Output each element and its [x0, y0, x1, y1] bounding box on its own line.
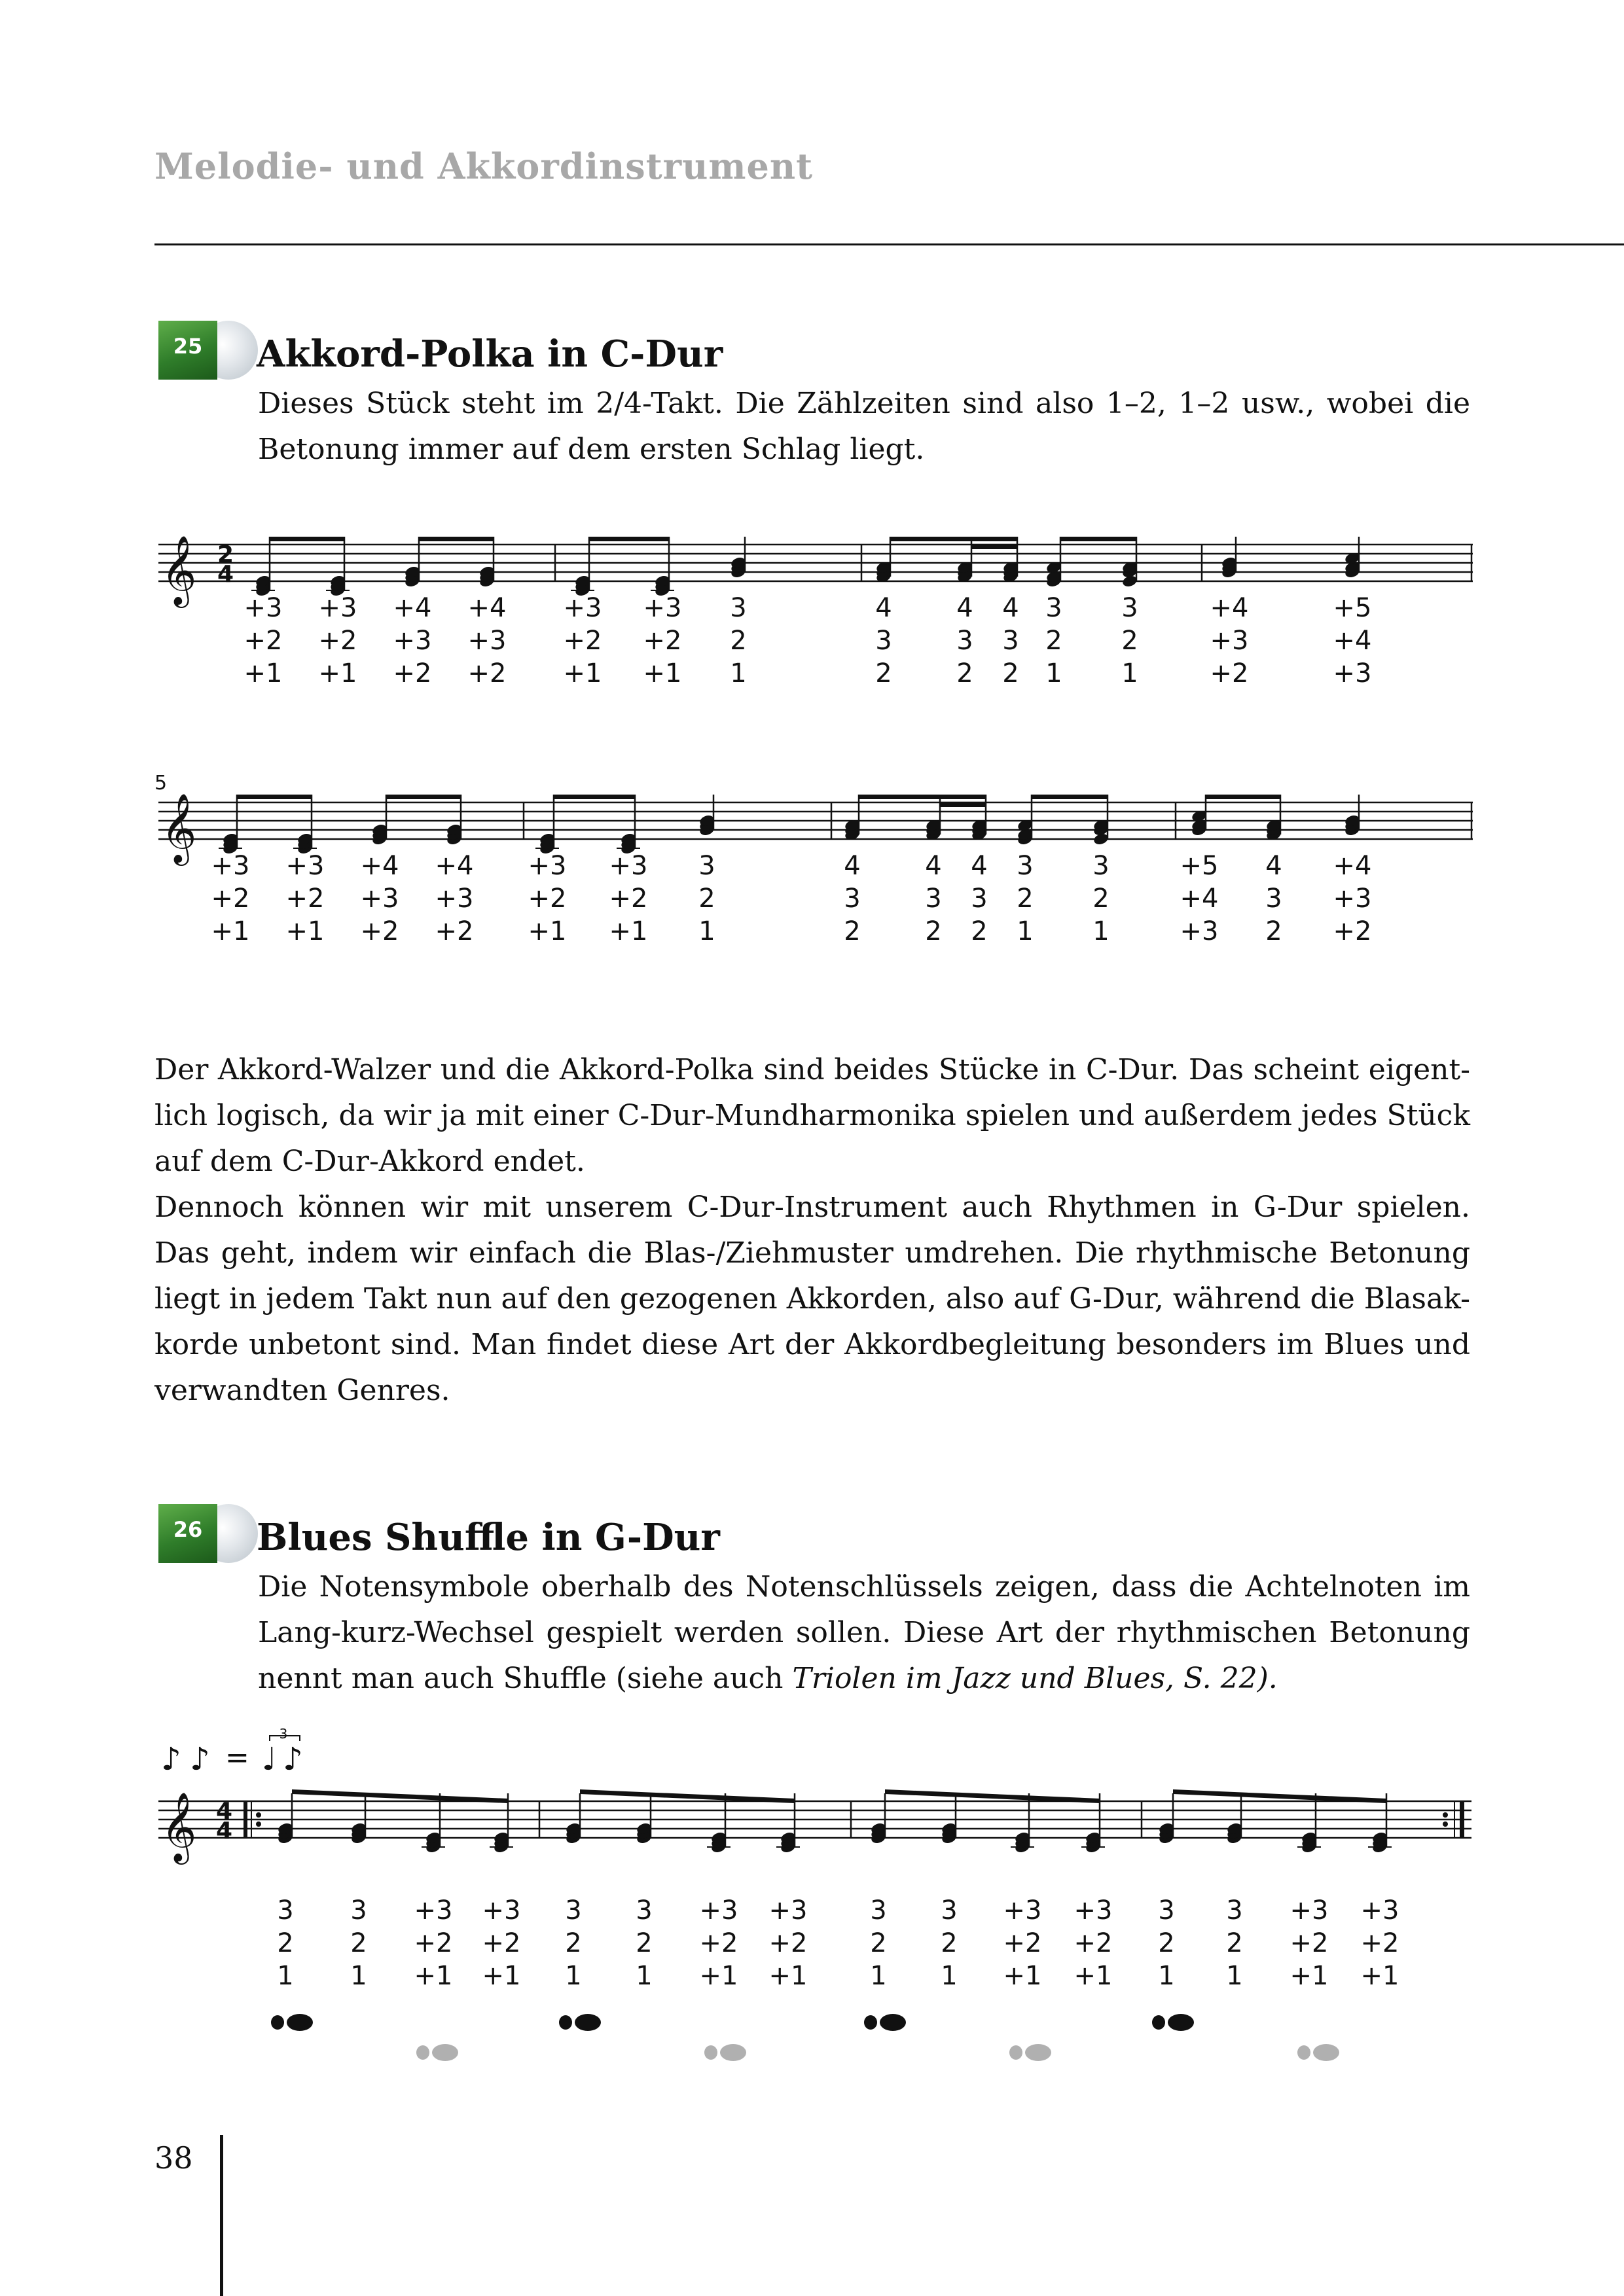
beam [589, 537, 669, 541]
tab-number: +2 [414, 1928, 453, 1958]
tab-number: +1 [643, 658, 682, 689]
tab-number: 1 [1226, 1961, 1243, 1991]
beam [554, 795, 635, 799]
tab-number: +1 [563, 658, 602, 689]
tab-number: +2 [643, 626, 682, 656]
tab-number: 4 [971, 851, 988, 881]
tab-number: 2 [941, 1928, 958, 1958]
tab-number: +2 [1074, 1928, 1113, 1958]
heel [1152, 2015, 1165, 2030]
tab-number: +2 [699, 1928, 738, 1958]
text-line: verwandten Genres. [154, 1374, 450, 1407]
tab-number: +3 [211, 851, 250, 881]
text-line: Lang-kurz-Wechsel gespielt werden sollen. Diese Art der rhythmischen Betonung [258, 1616, 1470, 1649]
tab-number: +2 [482, 1928, 521, 1958]
tab-number: +3 [1290, 1895, 1329, 1926]
text-line: Das geht, indem wir einfach die Blas-/Ziehmuster umdrehen. Die rhythmische Betonung [154, 1236, 1470, 1270]
tab-number: +2 [609, 884, 648, 914]
tab-number: 2 [1017, 884, 1034, 914]
tab-number: +1 [609, 916, 648, 946]
beam [971, 545, 1017, 549]
tab-number: +3 [482, 1895, 521, 1926]
tab-number: 3 [1017, 851, 1034, 881]
tab-number: +4 [1180, 884, 1219, 914]
repeat-dot [1443, 1812, 1448, 1818]
page-margin-bar [220, 2135, 223, 2296]
track-number: 25 [158, 321, 217, 380]
tab-number: +3 [699, 1895, 738, 1926]
tab-number: 2 [1226, 1928, 1243, 1958]
text-line: lich logisch, da wir ja mit einer C-Dur-Mundharmonika spielen und außerdem jedes Stück [154, 1099, 1470, 1132]
tab-number: +3 [393, 626, 432, 656]
heel [1297, 2045, 1310, 2060]
tab-number: 2 [698, 884, 715, 914]
beam [1060, 537, 1136, 541]
tab-number: 3 [844, 884, 861, 914]
tab-number: 1 [277, 1961, 294, 1991]
repeat-dot [256, 1821, 261, 1827]
tab-number: +3 [414, 1895, 453, 1926]
heel [559, 2015, 572, 2030]
eighth-note-icon: ♪ [283, 1741, 303, 1778]
page-number: 38 [154, 2140, 193, 2176]
tab-number: 1 [698, 916, 715, 946]
tab-number: 4 [844, 851, 861, 881]
tab-number: +1 [1290, 1961, 1329, 1991]
tab-number: +4 [435, 851, 474, 881]
sole [720, 2044, 746, 2061]
footprint-weak-icon [416, 2044, 458, 2061]
tab-number: +2 [244, 626, 283, 656]
tab-number: +2 [467, 658, 507, 689]
tab-number: +4 [1210, 593, 1249, 623]
tab-number: 2 [730, 626, 747, 656]
beam [237, 795, 312, 799]
heel [271, 2015, 284, 2030]
tab-number: 4 [925, 851, 942, 881]
tab-number: +3 [285, 851, 325, 881]
tab-number: +2 [1333, 916, 1372, 946]
tab-number: 3 [875, 626, 892, 656]
tab-number: +1 [318, 658, 357, 689]
tab-number: 3 [941, 1895, 958, 1926]
tab-number: 3 [1226, 1895, 1243, 1926]
tab-number: +4 [1333, 851, 1372, 881]
tab-number: +4 [1333, 626, 1372, 656]
tab-number: +1 [482, 1961, 521, 1991]
tab-number: +3 [467, 626, 507, 656]
section-title-shuffle: Blues Shuffle in G-Dur [257, 1516, 720, 1559]
tab-number: 2 [1121, 626, 1138, 656]
beam [859, 795, 986, 799]
eighth-note-icon: ♪ [161, 1741, 181, 1778]
footprint-weak-icon [1297, 2044, 1339, 2061]
tab-number: 2 [870, 1928, 887, 1958]
tab-number: +4 [360, 851, 399, 881]
tab-number: +1 [528, 916, 567, 946]
score-polka-row1 [158, 535, 1473, 689]
tab-number: 3 [730, 593, 747, 623]
tab-number: +2 [360, 916, 399, 946]
section-title-polka: Akkord-Polka in C-Dur [257, 332, 723, 376]
tab-number: 1 [1092, 916, 1110, 946]
tab-number: +2 [528, 884, 567, 914]
beam [890, 537, 1017, 541]
tab-number: +2 [1360, 1928, 1399, 1958]
tab-number: +2 [285, 884, 325, 914]
tab-number: 3 [1045, 593, 1062, 623]
time-signature-bottom: 4 [217, 561, 234, 588]
tab-number: +3 [435, 884, 474, 914]
time-signature-bottom: 4 [216, 1818, 233, 1844]
tab-number: 2 [875, 658, 892, 689]
tab-number: +3 [643, 593, 682, 623]
tab-number: 3 [925, 884, 942, 914]
tab-number: +3 [1180, 916, 1219, 946]
footprint-accent-icon [1152, 2014, 1194, 2031]
footprint-accent-icon [271, 2014, 313, 2031]
tab-number: 3 [698, 851, 715, 881]
tab-number: 1 [1158, 1961, 1175, 1991]
tab-number: 2 [1158, 1928, 1175, 1958]
heel [864, 2015, 877, 2030]
tab-number: +3 [360, 884, 399, 914]
quarter-note-icon: ♩ [262, 1741, 277, 1778]
triplet-mark: 3 [279, 1726, 288, 1742]
text-line: Der Akkord-Walzer und die Akkord-Polka sind beides Stücke in C-Dur. Das scheint eigent- [154, 1053, 1470, 1086]
tab-number: +3 [528, 851, 567, 881]
tab-number: 3 [565, 1895, 582, 1926]
sole [287, 2014, 313, 2031]
sole [1025, 2044, 1051, 2061]
text-line: auf dem C-Dur-Akkord endet. [154, 1145, 585, 1178]
tab-number: 3 [1002, 626, 1019, 656]
tab-number: +4 [467, 593, 507, 623]
tab-number: 3 [1158, 1895, 1175, 1926]
tab-number: 4 [1265, 851, 1282, 881]
tab-number: 3 [1092, 851, 1110, 881]
tab-number: 1 [1017, 916, 1034, 946]
tab-number: +2 [435, 916, 474, 946]
tab-number: +2 [211, 884, 250, 914]
tab-number: 3 [1265, 884, 1282, 914]
tab-number: +3 [609, 851, 648, 881]
tab-number: +3 [1210, 626, 1249, 656]
tab-number: 2 [925, 916, 942, 946]
swing-equals: = [225, 1741, 249, 1774]
tab-number: 2 [636, 1928, 653, 1958]
text-run-italic: Triolen im Jazz und Blues, S. 22). [792, 1662, 1278, 1695]
tab-number: +1 [244, 658, 283, 689]
track-number: 26 [158, 1504, 217, 1563]
tab-number: +2 [768, 1928, 808, 1958]
tab-number: +1 [211, 916, 250, 946]
text-line: Betonung immer auf dem ersten Schlag liegt. [258, 433, 925, 466]
tab-number: +1 [1074, 1961, 1113, 1991]
treble-clef: 𝄞 [161, 1791, 197, 1861]
tab-number: +3 [768, 1895, 808, 1926]
tab-number: +1 [1003, 1961, 1042, 1991]
score-polka-row2 [154, 772, 1473, 946]
beam [1032, 795, 1108, 799]
tab-number: 4 [1002, 593, 1019, 623]
tab-number: +3 [1003, 1895, 1042, 1926]
tab-number: 3 [350, 1895, 367, 1926]
time-signature-top: 2 [217, 541, 234, 568]
tab-number: 3 [277, 1895, 294, 1926]
heel [1009, 2045, 1022, 2060]
footprint-weak-icon [1009, 2044, 1051, 2061]
tab-number: 1 [870, 1961, 887, 1991]
text-line: Dennoch können wir mit unserem C-Dur-Instrument auch Rhythmen in G-Dur spielen. [154, 1191, 1470, 1224]
treble-clef: 𝄞 [161, 793, 197, 863]
tab-number: 2 [1265, 916, 1282, 946]
tab-number: 1 [730, 658, 747, 689]
tab-number: +3 [1074, 1895, 1113, 1926]
repeat-dot [1443, 1821, 1448, 1827]
tab-number: 1 [350, 1961, 367, 1991]
sole [880, 2014, 906, 2031]
tab-number: 2 [277, 1928, 294, 1958]
footprint-weak-icon [704, 2044, 746, 2061]
tab-number: 4 [875, 593, 892, 623]
repeat-end-bar [1460, 1801, 1464, 1838]
tab-number: +2 [318, 626, 357, 656]
tab-number: +2 [1290, 1928, 1329, 1958]
tab-number: +2 [563, 626, 602, 656]
footprint-accent-icon [864, 2014, 906, 2031]
beam [270, 537, 344, 541]
time-signature-top: 4 [216, 1798, 233, 1825]
tab-number: 1 [941, 1961, 958, 1991]
tab-number: 3 [956, 626, 973, 656]
text-line: korde unbetont sind. Man findet diese Art der Akkordbegleitung besonders im Blues und [154, 1328, 1470, 1361]
eighth-note-icon: ♪ [190, 1741, 210, 1778]
tab-number: +2 [1003, 1928, 1042, 1958]
footprint-accent-icon [559, 2014, 601, 2031]
measure-number: 5 [154, 772, 168, 795]
text-line: Dieses Stück steht im 2/4-Takt. Die Zählzeiten sind also 1–2, 1–2 usw., wobei die [258, 387, 1470, 420]
tab-number: +1 [285, 916, 325, 946]
beam [940, 802, 986, 807]
repeat-start-bar [244, 1801, 247, 1838]
tab-number: 1 [1121, 658, 1138, 689]
score-shuffle [158, 1726, 1471, 2061]
sole [432, 2044, 458, 2061]
tab-number: 2 [565, 1928, 582, 1958]
tab-number: +5 [1180, 851, 1219, 881]
tab-number: 2 [844, 916, 861, 946]
tab-number: +3 [244, 593, 283, 623]
tab-number: 3 [870, 1895, 887, 1926]
running-head: Melodie- und Akkordinstrument [154, 145, 814, 187]
tab-number: +1 [1360, 1961, 1399, 1991]
tab-number: 3 [971, 884, 988, 914]
sole [1313, 2044, 1339, 2061]
sole [575, 2014, 601, 2031]
tab-number: 2 [956, 658, 973, 689]
tab-number: +1 [768, 1961, 808, 1991]
beam [419, 537, 494, 541]
tab-number: 2 [1002, 658, 1019, 689]
tab-number: 2 [1092, 884, 1110, 914]
tab-number: 3 [1121, 593, 1138, 623]
tab-number: +3 [1333, 884, 1372, 914]
tab-number: 2 [350, 1928, 367, 1958]
tab-number: 1 [636, 1961, 653, 1991]
text-line: liegt in jedem Takt nun auf den gezogenen Akkorden, also auf G-Dur, während die Blasak- [154, 1282, 1470, 1316]
repeat-dot [256, 1812, 261, 1818]
tab-number: 2 [1045, 626, 1062, 656]
beam [1206, 795, 1280, 799]
text-run: nennt man auch Shuffle (siehe auch [258, 1662, 793, 1695]
tab-number: +1 [699, 1961, 738, 1991]
beam [386, 795, 461, 799]
tab-number: +1 [414, 1961, 453, 1991]
heel [416, 2045, 429, 2060]
heel [704, 2045, 717, 2060]
tab-number: +2 [1210, 658, 1249, 689]
tab-number: 2 [971, 916, 988, 946]
sole [1168, 2014, 1194, 2031]
tab-number: +2 [393, 658, 432, 689]
tab-number: 1 [565, 1961, 582, 1991]
tab-number: 1 [1045, 658, 1062, 689]
tab-number: +3 [1360, 1895, 1399, 1926]
tab-number: +5 [1333, 593, 1372, 623]
tab-number: +3 [1333, 658, 1372, 689]
tab-number: +4 [393, 593, 432, 623]
treble-clef: 𝄞 [161, 535, 197, 605]
tab-number: +3 [318, 593, 357, 623]
tab-number: 4 [956, 593, 973, 623]
tab-number: +3 [563, 593, 602, 623]
text-line: Die Notensymbole oberhalb des Notenschlüssels zeigen, dass die Achtelnoten im [258, 1570, 1470, 1604]
tab-number: 3 [636, 1895, 653, 1926]
